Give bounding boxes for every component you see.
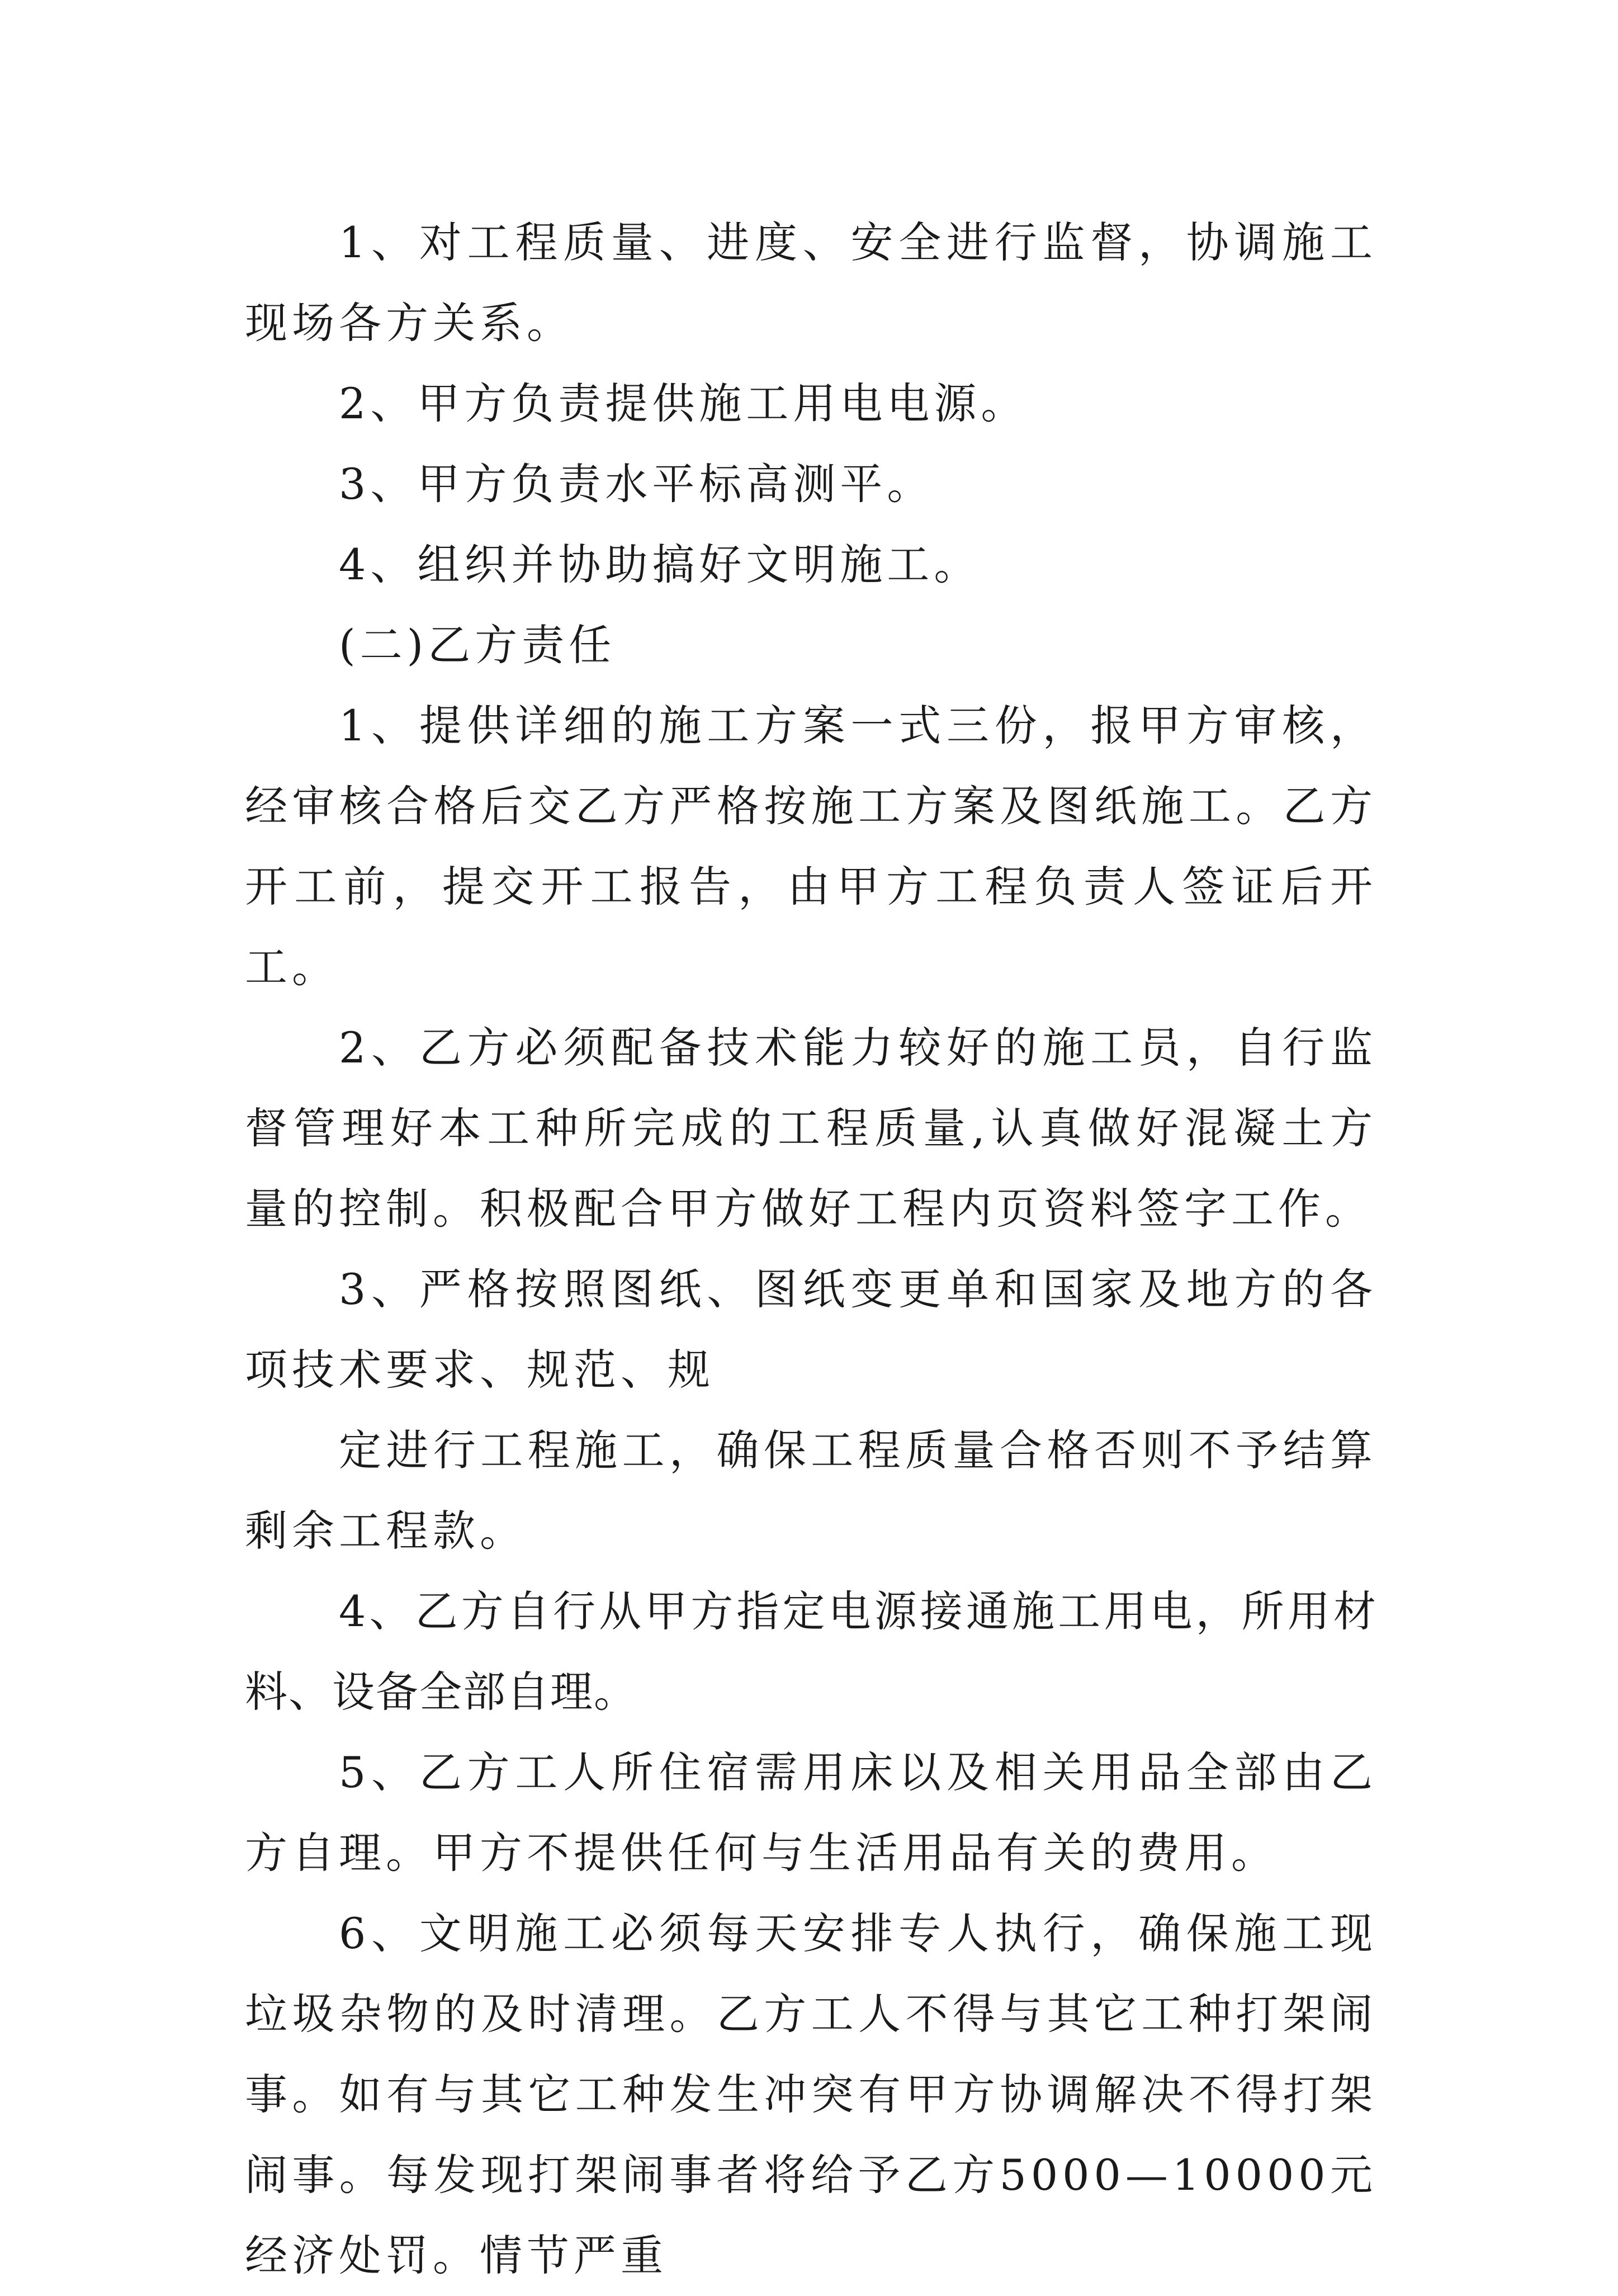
paragraph-party-a-duty-4: 4、组织并协助搞好文明施工。: [339, 540, 981, 589]
paragraph-party-a-duty-1: 1、对工程质量、进度、安全进行监督，协调施工现场各方关系。: [245, 218, 1377, 348]
paragraph-party-b-duty-3: 3、严格按照图纸、图纸变更单和国家及地方的各项技术要求、规范、规: [245, 1264, 1377, 1395]
paragraph-party-b-duty-2: 2、乙方必须配备技术能力较好的施工员，自行监督管理好本工种所完成的工程质量,认真做好混凝土方量的控制。积极配合甲方做好工程内页资料签字工作。: [245, 1023, 1377, 1234]
paragraph-party-a-duty-2: 2、甲方负责提供施工用电电源。: [339, 379, 1028, 428]
document-body: [245, 202, 1377, 2296]
paragraph-party-b-duty-3-continued: 定进行工程施工，确保工程质量合格否则不予结算剩余工程款。: [245, 1425, 1377, 1556]
paragraph-party-b-duty-5: 5、乙方工人所住宿需用床以及相关用品全部由乙方自理。甲方不提供任何与生活用品有关的费用。: [245, 1747, 1377, 1878]
paragraph-party-a-duty-3: 3、甲方负责水平标高测平。: [339, 459, 934, 509]
paragraph-party-b-duty-1: 1、提供详细的施工方案一式三份，报甲方审核，经审核合格后交乙方严格按施工方案及图纸施工。乙方开工前，提交开工报告，由甲方工程负责人签证后开工。: [245, 701, 1377, 992]
paragraph-party-b-duty-6: 6、文明施工必须每天安排专人执行，确保施工现垃圾杂物的及时清理。乙方工人不得与其它工种打架闹事。如有与其它工种发生冲突有甲方协调解决不得打架闹事。每发现打架闹事者将给予乙方5000—10000元经济处罚。情节严重: [245, 1908, 1377, 2280]
paragraph-party-b-duty-4: 4、乙方自行从甲方指定电源接通施工用电，所用材料、设备全部自理。: [245, 1586, 1377, 1717]
section-heading-party-b: (二)乙方责任: [339, 620, 616, 670]
